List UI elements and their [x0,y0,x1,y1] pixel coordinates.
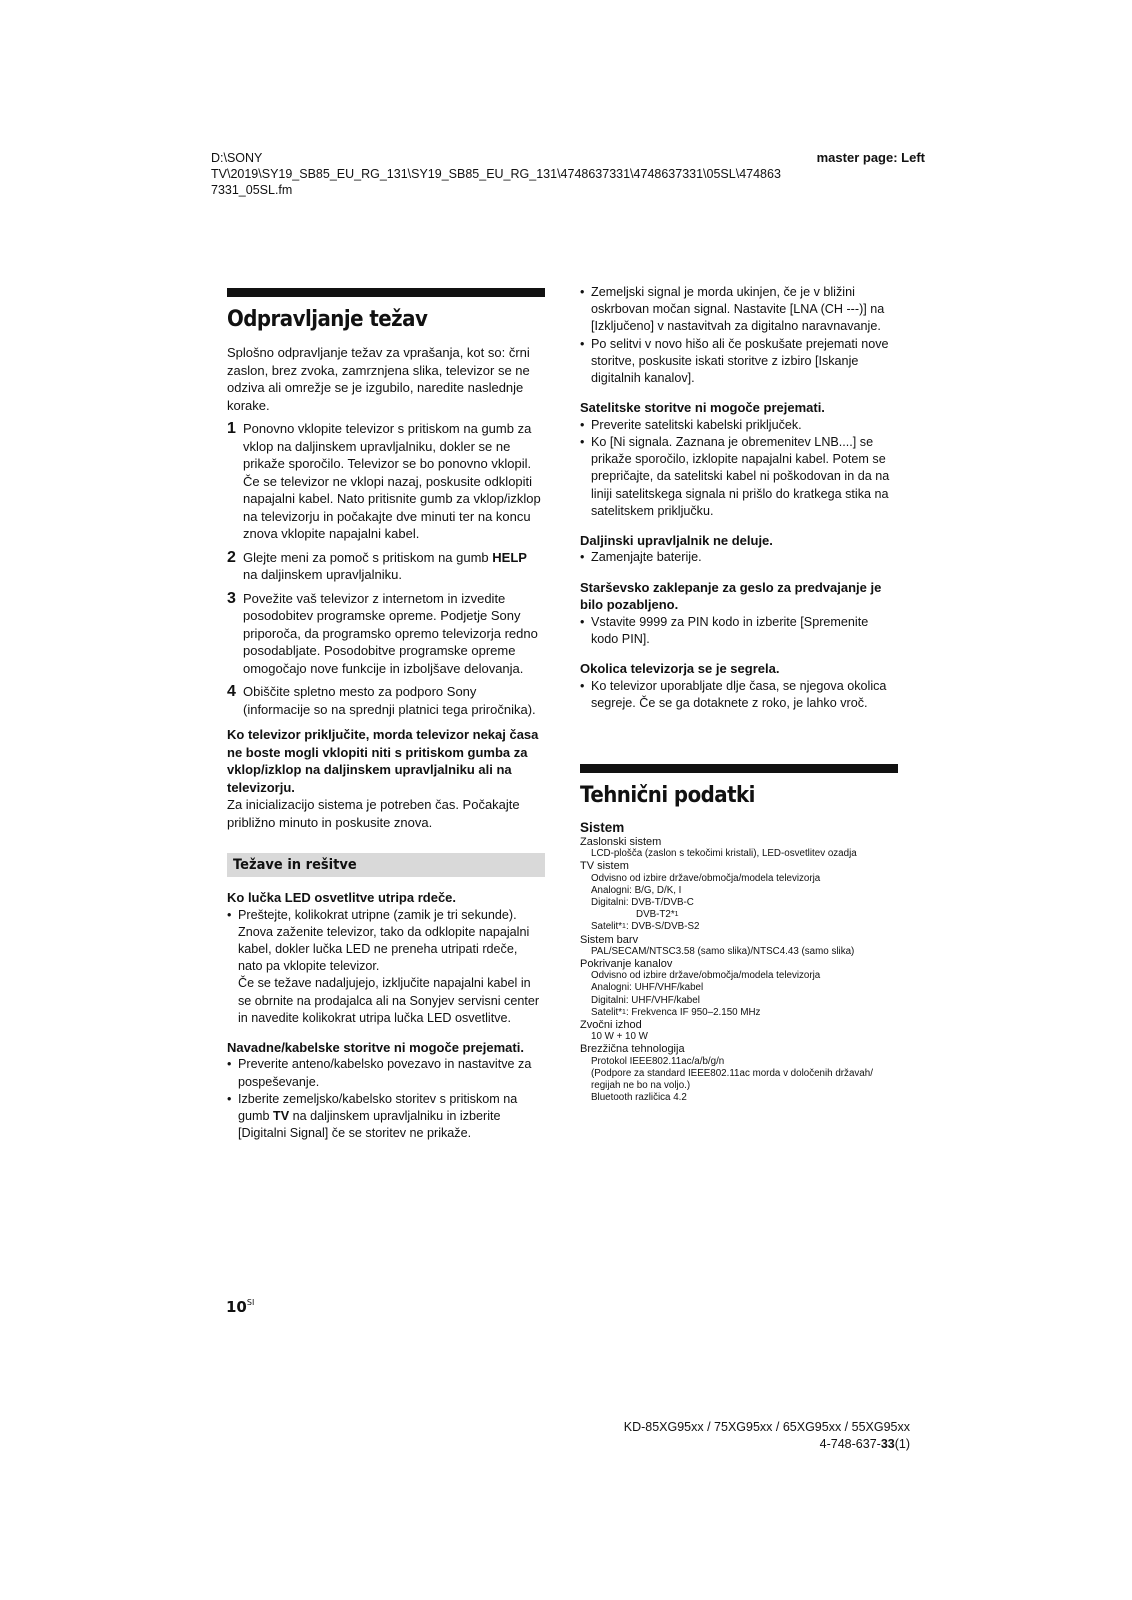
spec-label: Zvočni izhod [580,1019,642,1031]
spec-value: Analogni: UHF/VHF/kabel [591,982,704,994]
doc-code-bold: 33 [880,1437,895,1451]
satellite-bullet-2: Ko [Ni signala. Zaznana je obremenitev LNB....] se prikaže sporočilo, izklopite napajalni kabel. Potem se prepričajte, da satelitski kabel ni poškodovan in da na liniji satelitskega signala ni prišlo do kratkega stika na satelitskem priključku. [591,434,890,518]
bullet-item [580,336,898,388]
led-bullet: Preštejte, kolikokrat utripne (zamik je tri sekunde). [238,907,517,922]
bullet-icon: • [580,285,585,299]
bullet-item [227,907,545,1027]
cable-bullet-1: Preverite anteno/kabelsko povezavo in nastavitve za pospeševanje. [238,1057,532,1089]
bullet-item [580,678,898,712]
file-path-line: 7331_05SL.fm [211,183,293,197]
bullet-icon: • [227,907,232,922]
signal-bullet-1: Zemeljski signal je morda ukinjen, če je v bližini oskrbovan močan signal. Nastavite [LNA (CH ---)] na [Izključeno] v nastavitvah za digitalno naravnavanje. [591,285,885,334]
bullet-icon: • [580,417,585,432]
bullet-text-part: na daljinskem upravljalniku in izberite [Digitalni Signal] če se storitev ne prikaže. [238,1109,501,1141]
spec-value: LCD-plošča (zaslon s tekočimi kristali), LED-osvetlitev ozadja [591,848,857,860]
master-page-label: master page: Left [816,150,925,165]
section-title: Odpravljanje težav [227,307,428,332]
spec-text-part: Satelit* [591,1006,623,1018]
step-text [243,549,545,584]
warning-text: Za inicializacijo sistema je potreben čas. Počakajte približno minuto in poskusite znova. [227,797,520,830]
spec-value: PAL/SECAM/NTSC3.58 (samo slika)/NTSC4.43 (samo slika) [591,945,855,957]
bullet-icon: • [580,434,585,449]
page-number-value: 10 [226,1298,247,1316]
bullet-text-part: Izberite zemeljsko/kabelsko storitev s pritiskom na gumb [238,1091,518,1124]
spec-value [580,1007,898,1019]
step-text: Ponovno vklopite televizor s pritiskom na gumb za vklop na daljinskem upravljalniku, dokler se ne prikaže sporočilo. Televizor se bo ponovno vklopil. Če se televizor ne vklopi nazaj, poskusite odklopiti napajalni kabel. Nato pritisnite gumb za vklop/izklop na televizorju in počakajte dve minuti ter na koncu znova vklopite napajalni kabel. [243,421,541,541]
spec-value: Protokol IEEE802.11ac/a/b/g/n [591,1055,725,1067]
step-text: Povežite vaš televizor z internetom in izvedite posodobitev programske opreme. Podjetje Sony priporoča, da programsko opremo televizorja redno posodabljate. Posodobitve programske opreme omogočajo nove funkcije in izboljšave delovanja. [243,590,538,676]
led-text-1: Znova zaženite televizor, tako da odklopite napajalni kabel, dokler lučka LED ne preneha utripati rdeče, nato pa vklopite televizor. [238,924,530,974]
step-text-part: Glejte meni za pomoč s pritiskom na gumb [243,549,493,565]
right-column [580,284,898,1104]
bullet-icon: • [227,1057,232,1072]
cable-bullet-2 [238,1091,545,1143]
step-number: 1 [227,420,236,437]
spec-text-part: DVB-T2* [636,909,675,921]
footnote-mark: 1 [622,923,626,931]
signal-bullet-2: Po selitvi v novo hišo ali če poskušate prejemati nove storitve, poskusite iskati storitve z izbiro [Iskanje digitalnih kanalov]. [591,336,889,386]
bullet-item [580,284,898,336]
step-text: Obiščite spletno mesto za podporo Sony (informacije so na sprednji platnici tega priročnika). [243,684,536,717]
file-path [211,150,781,198]
problems-section-title: Težave in rešitve [233,857,357,873]
language-code: SI [246,1298,255,1307]
bullet-icon: • [580,336,585,351]
help-button-label: HELP [492,549,527,565]
section-rule [580,764,898,773]
tv-button-label: TV [273,1109,290,1124]
led-heading: Ko lučka LED osvetlitve utripa rdeče. [227,890,457,905]
spec-value [580,909,898,921]
footnote-mark: 1 [674,911,679,919]
satellite-bullet-1: Preverite satelitski kabelski priključek. [591,417,802,432]
spec-value: Analogni: B/G, D/K, I [591,884,682,896]
spec-value: 10 W + 10 W [591,1031,648,1043]
step-item [227,549,545,584]
step-number: 3 [227,589,236,607]
pin-heading: Starševsko zaklepanje za geslo za predvajanje je bilo pozabljeno. [580,579,882,613]
bullet-icon: • [580,678,585,693]
heat-heading: Okolica televizorja se je segrela. [580,661,780,677]
intro-text: Splošno odpravljanje težav za vprašanja, kot so: črni zaslon, brez zvoka, zamrznjena slika, televizor se ne odziva ali omrežje se je izgubilo, naredite naslednje korake. [227,345,530,413]
spec-label: Brezžična tehnologija [580,1043,685,1056]
spec-value: Bluetooth različica 4.2 [591,1092,687,1104]
bullet-item [580,417,898,434]
cable-heading: Navadne/kabelske storitve ni mogoče prejemati. [227,1039,524,1055]
remote-bullet: Zamenjajte baterije. [591,550,702,565]
bullet-icon: • [580,614,585,629]
problems-section-bar [227,853,545,877]
bullet-item [227,1056,545,1090]
system-heading: Sistem [580,819,625,835]
spec-value [580,921,898,933]
spec-label: Zaslonski sistem [580,835,662,848]
step-number: 2 [227,548,236,566]
doc-code-part: (1) [894,1437,910,1451]
step-item [227,683,545,718]
step-item [227,590,545,678]
heat-bullet: Ko televizor uporabljate dlje časa, se njegova okolica segreje. Če se ga dotaknete z roko, je lahko vroč. [591,678,887,710]
pin-bullet: Vstavite 9999 za PIN kodo in izberite [Spremenite kodo PIN]. [591,614,869,646]
spec-text-part: : DVB-S/DVB-S2 [625,921,700,933]
file-path-line: TV\2019\SY19_SB85_EU_RG_131\SY19_SB85_EU_RG_131\4748637331\4748637331\05SL\474863 [211,167,781,181]
document-code [820,1437,910,1451]
spec-value: Odvisno od izbire države/območja/modela televizorja [591,970,821,982]
page-number [226,1298,254,1316]
bullet-icon: • [227,1091,232,1106]
spec-value: Odvisno od izbire države/območja/modela televizorja [591,872,821,884]
bullet-item [227,1091,545,1143]
model-numbers: KD-85XG95xx / 75XG95xx / 65XG95xx / 55XG95xx [623,1420,910,1434]
bullet-item [580,614,898,648]
spec-value: Digitalni: DVB-T/DVB-C [591,896,694,908]
warning-heading: Ko televizor priključite, morda televizor nekaj časa ne boste mogli vklopiti niti s pritiskom gumba za vklop/izklop na daljinskem upravljalniku ali na televizorju. [227,727,539,795]
satellite-heading: Satelitske storitve ni mogoče prejemati. [580,400,825,416]
step-number: 4 [227,683,236,700]
spec-text-part: : Frekvenca IF 950–2.150 MHz [625,1006,761,1018]
bullet-item [580,549,898,566]
step-item [227,420,545,543]
led-text-2: Če se težave nadaljujejo, izključite napajalni kabel in se obrnite na prodajalca ali na Sonyjev servisni center in navedite kolikokrat utripa lučka LED osvetlitve. [238,976,540,1025]
left-column [227,288,545,1142]
tech-section-title: Tehnični podatki [580,782,755,808]
spec-label: Sistem barv [580,933,639,946]
bullet-icon: • [580,550,585,565]
spec-value: Digitalni: UHF/VHF/kabel [591,994,700,1006]
footnote-mark: 1 [622,1008,626,1016]
bullet-item [580,434,898,520]
spec-text-part: Satelit* [591,921,623,933]
doc-code-part: 4-748-637- [819,1437,881,1451]
step-text-part: na daljinskem upravljalniku. [243,567,402,582]
spec-value: (Podpore za standard IEEE802.11ac morda v določenih državah/ regijah ne bo na voljo.) [591,1067,873,1092]
spec-label: TV sistem [580,860,629,873]
spec-label: Pokrivanje kanalov [580,957,673,970]
file-path-line: D:\SONY [211,151,263,165]
section-rule [227,288,545,297]
remote-heading: Daljinski upravljalnik ne deluje. [580,532,773,548]
